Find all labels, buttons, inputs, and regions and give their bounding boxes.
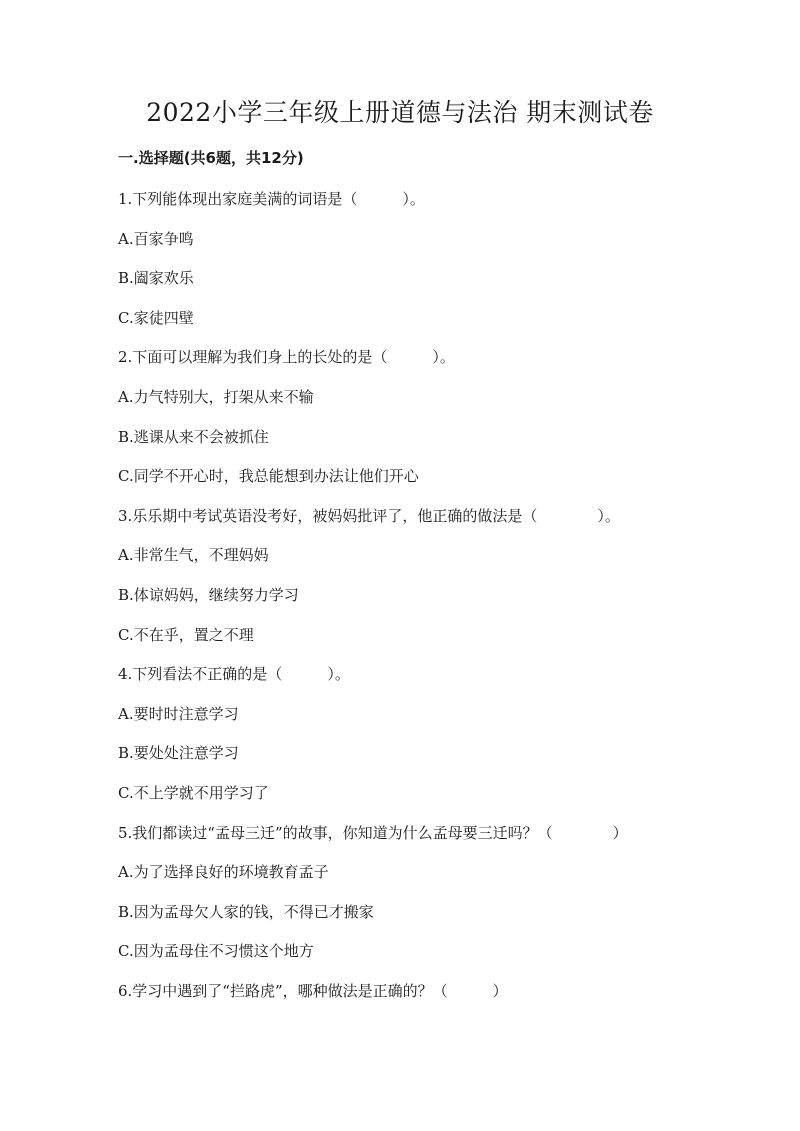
section-heading: 一.选择题(共6题，共12分) <box>118 149 304 167</box>
page-title: 2022小学三年级上册道德与法治 期末测试卷 <box>146 98 654 127</box>
question-3-option-a: A.非常生气，不理妈妈 <box>118 546 269 565</box>
question-3-option-b: B.体谅妈妈，继续努力学习 <box>118 585 299 604</box>
question-1-option-c: C.家徒四壁 <box>118 308 194 327</box>
question-list <box>118 188 718 1019</box>
question-3: 3.乐乐期中考试英语没考好，被妈妈批评了，他正确的做法是（ ）。 <box>118 506 620 525</box>
question-5-option-a: A.为了选择良好的环境教育孟子 <box>118 863 329 882</box>
question-5: 5.我们都读过“孟母三迁”的故事，你知道为什么孟母要三迁吗？（ ） <box>118 823 628 842</box>
question-3-option-c: C.不在乎，置之不理 <box>118 625 254 644</box>
question-5-option-c: C.因为孟母住不习惯这个地方 <box>118 942 314 961</box>
question-5-option-b: B.因为孟母欠人家的钱，不得已才搬家 <box>118 902 374 921</box>
question-4-option-a: A.要时时注意学习 <box>118 704 239 723</box>
question-2-option-c: C.同学不开心时，我总能想到办法让他们开心 <box>118 467 419 486</box>
question-4-option-c: C.不上学就不用学习了 <box>118 783 269 802</box>
question-6: 6.学习中遇到了“拦路虎”，哪种做法是正确的？（ ） <box>118 981 508 1000</box>
question-1-option-b: B.阖家欢乐 <box>118 269 194 288</box>
question-2-option-b: B.逃课从来不会被抓住 <box>118 427 269 446</box>
question-2: 2.下面可以理解为我们身上的长处的是（ ）。 <box>118 348 455 367</box>
question-2-option-a: A.力气特别大，打架从来不输 <box>118 387 314 406</box>
question-1-option-a: A.百家争鸣 <box>118 229 194 248</box>
question-1: 1.下列能体现出家庭美满的词语是（ ）。 <box>118 190 425 208</box>
question-4: 4.下列看法不正确的是（ ）。 <box>118 665 350 684</box>
question-4-option-b: B.要处处注意学习 <box>118 744 239 763</box>
